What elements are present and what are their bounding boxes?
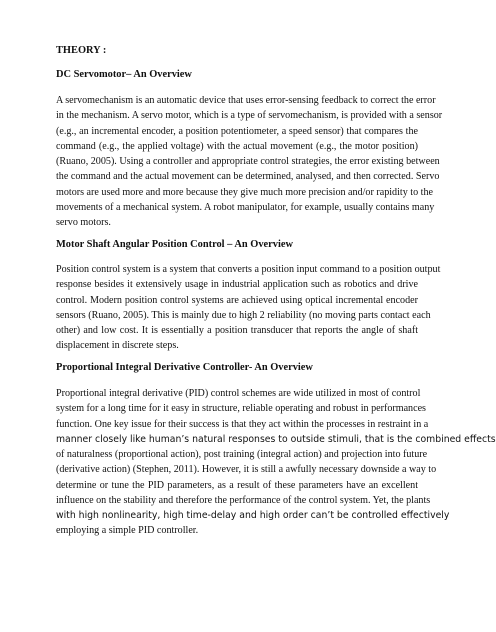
section-heading-dc-servomotor: DC Servomotor– An Overview [56, 69, 192, 80]
text-line: other) and low cost. It is essentially a position transducer that reports the angle of shaft [56, 325, 418, 336]
text-line: of naturalness (proportional action), post training (integral action) and projection into future [56, 449, 428, 460]
text-line: (e.g., an incremental encoder, a position potentiometer, a speed sensor) that compares the [56, 125, 418, 137]
text-line: motors are used more and more because they give much more precision and/or rapidity to the [56, 186, 433, 198]
text-line: with high nonlinearity, high time-delay and high order can’t be controlled effectively [56, 510, 450, 521]
paragraph-dc-servomotor [56, 93, 443, 230]
text-line: Proportional integral derivative (PID) control schemes are wide utilized in most of control [56, 388, 421, 399]
text-line: sensors (Ruano, 2005). This is mainly due to high 2 reliability (no moving parts contact each [56, 309, 431, 321]
text-line: function. One key issue for their success is that they act within the processes in restraint in a [56, 418, 429, 430]
document-title: THEORY : [56, 45, 107, 56]
text-line: manner closely like human’s natural responses to outside stimuli, that is the combined effects [56, 433, 496, 445]
paragraph-pid-controller [56, 386, 496, 539]
paragraph-position-control [56, 262, 441, 354]
text-line: response besides it extensively usage in industrial application such as robotics and drive [56, 279, 418, 291]
text-line: command (e.g., the applied voltage) with the actual movement (e.g., the motor position) [56, 140, 418, 152]
text-line: displacement in discrete steps. [56, 340, 179, 352]
text-line: Position control system is a system that converts a position input command to a position output [56, 264, 441, 275]
text-line: servo motors. [56, 217, 111, 228]
text-line: (Ruano, 2005). Using a controller and appropriate control strategies, the error existing between [56, 156, 440, 167]
text-line: employing a simple PID controller. [56, 525, 199, 537]
text-line: (derivative action) (Stephen, 2011). However, it is still a awfully necessary downside a way to [56, 464, 437, 476]
text-line: A servomechanism is an automatic device that uses error-sensing feedback to correct the error [56, 95, 436, 106]
text-line: control. Modern position control systems are achieved using optical incremental encoder [56, 294, 418, 306]
text-line: the command and the actual movement can be determined, analysed, and then corrected. Servo [56, 171, 440, 183]
text-line: system for a long time for it easy in structure, reliable operating and robust in performances [56, 403, 426, 415]
text-line: determine or tune the PID parameters, as a result of these parameters have an excellent [56, 479, 418, 491]
section-heading-pid-controller: Proportional Integral Derivative Controller- An Overview [56, 362, 313, 373]
text-line: influence on the stability and therefore the performance of the control system. Yet, the plants [56, 494, 431, 506]
text-line: movements of a mechanical system. A robot manipulator, for example, usually contains many [56, 201, 435, 213]
section-heading-position-control: Motor Shaft Angular Position Control – An Overview [56, 239, 293, 250]
text-line: in the mechanism. A servo motor, which is a type of servomechanism, is provided with a sensor [56, 110, 443, 122]
